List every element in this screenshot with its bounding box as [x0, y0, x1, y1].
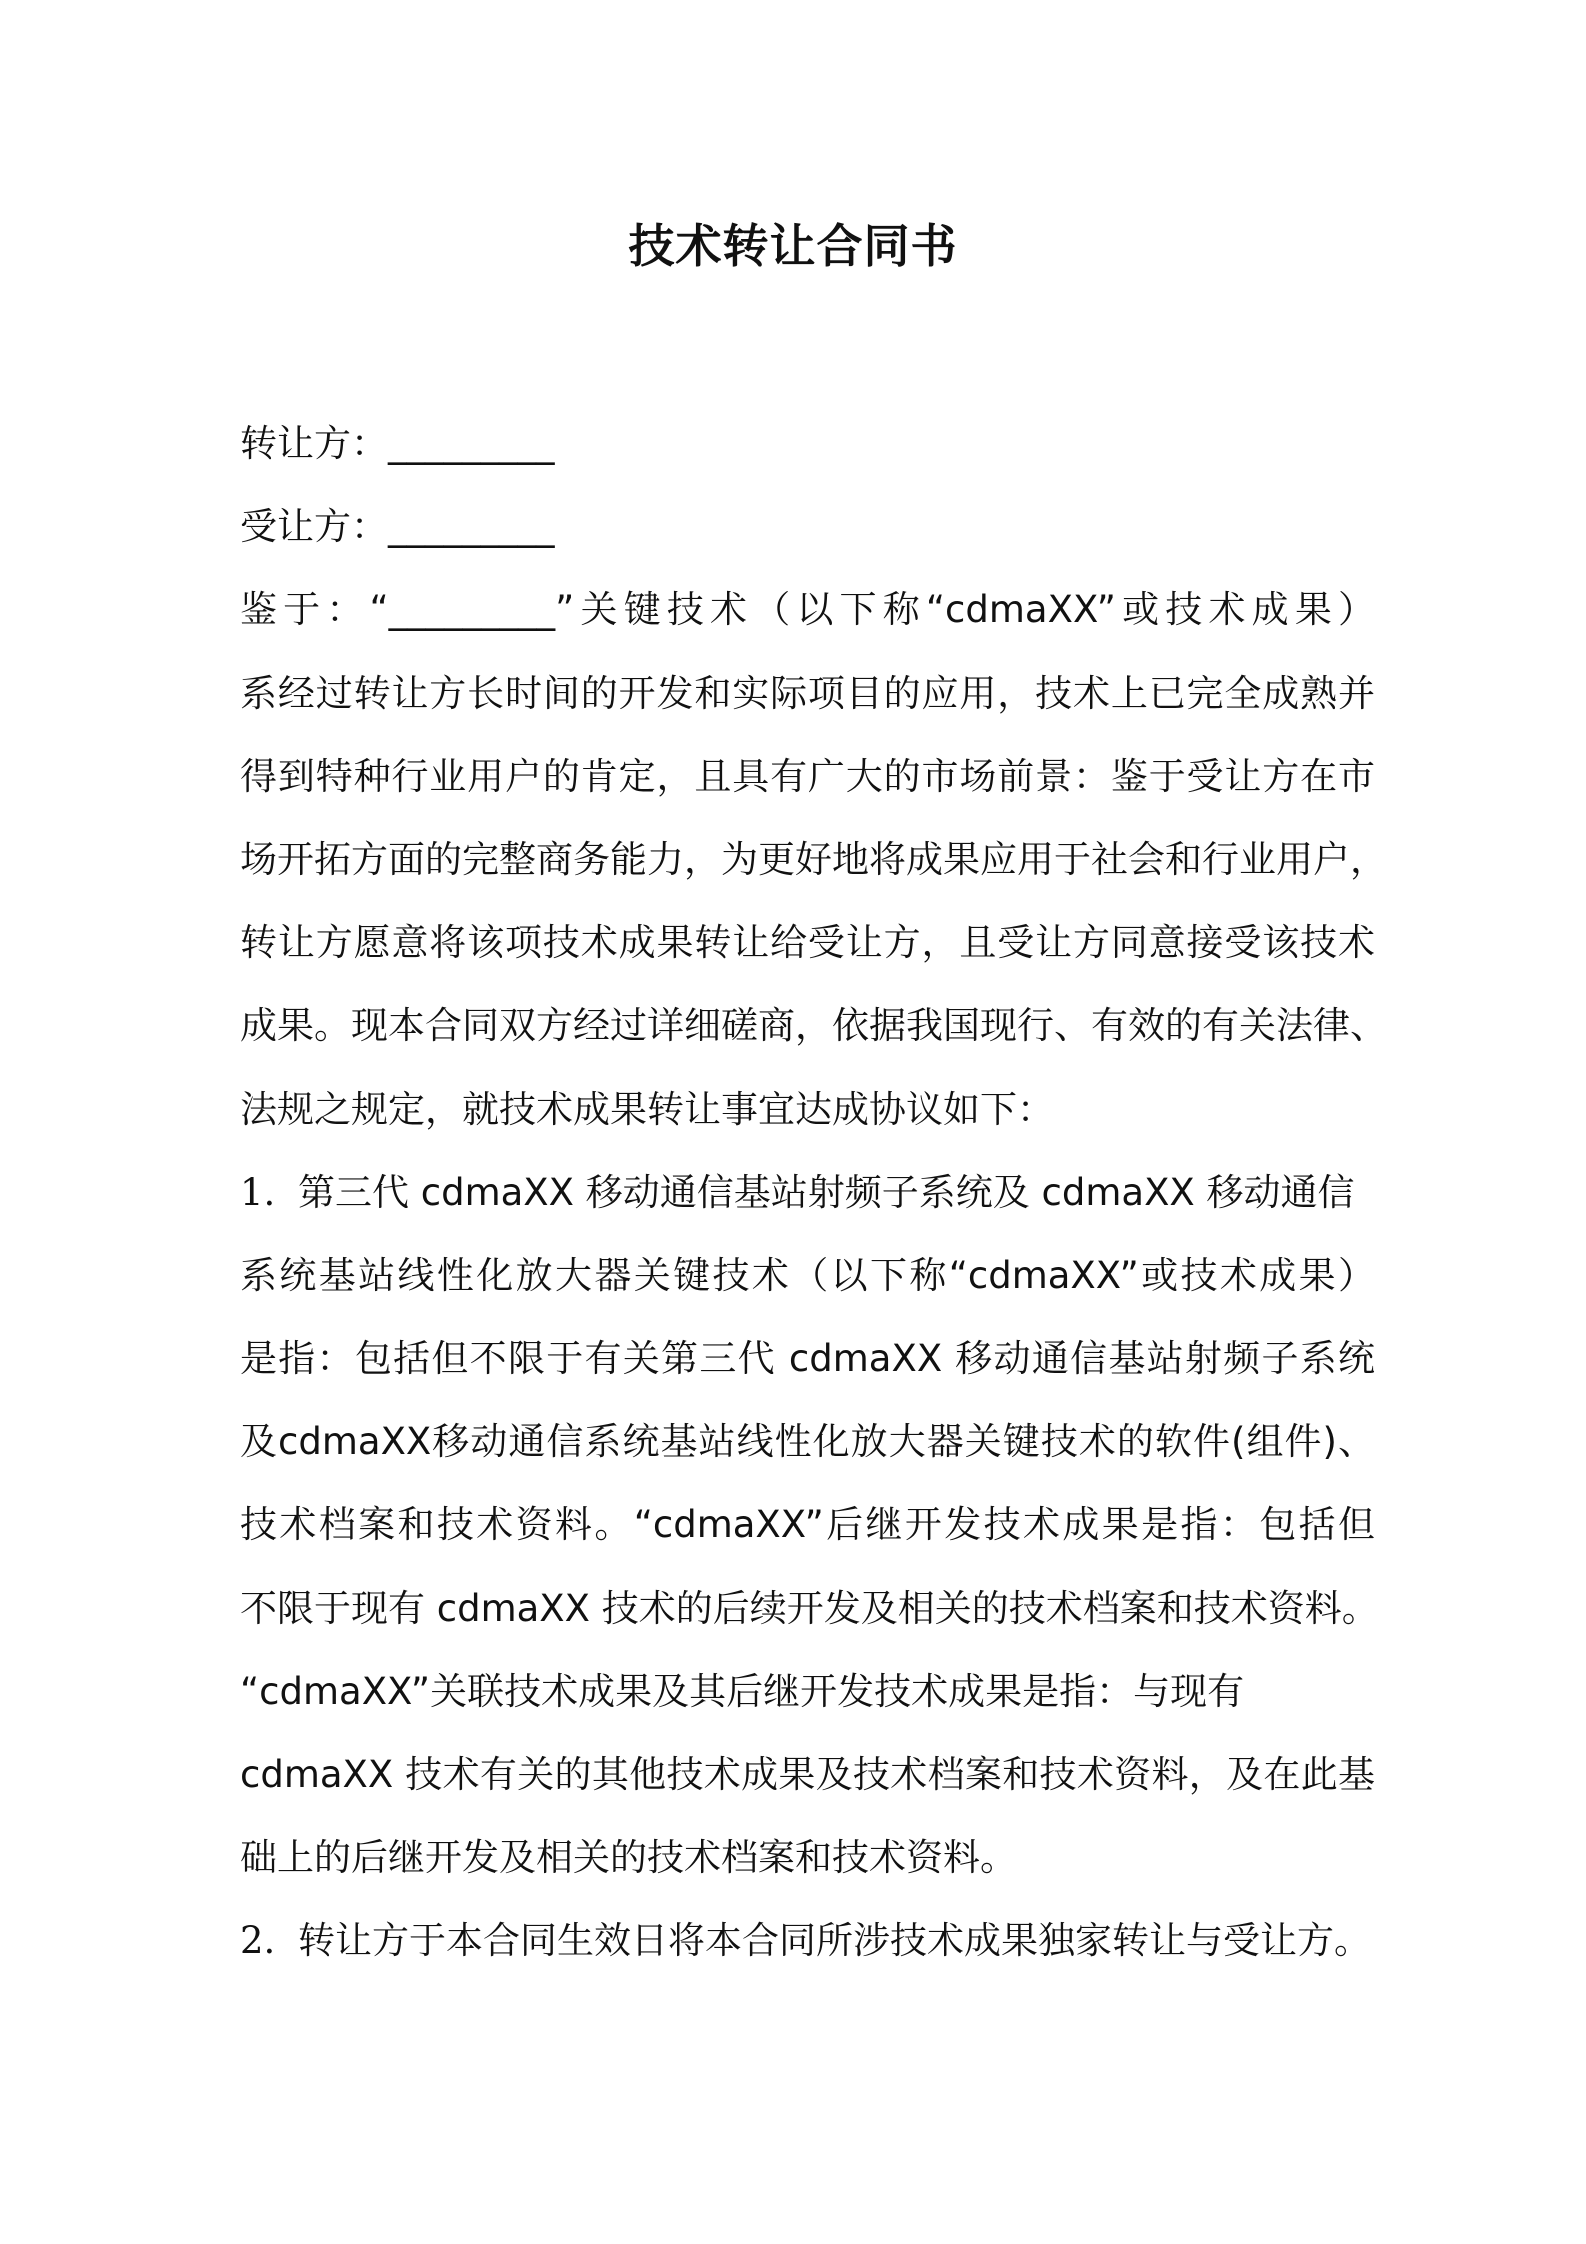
clause-1-line: 及cdmaXX移动通信系统基站线性化放大器关键技术的软件(组件)、: [240, 1420, 1375, 1464]
transferee-line: 受让方：_________: [240, 505, 555, 549]
clause-1-line: 不限于现有 cdmaXX 技术的后续开发及相关的技术档案和技术资料。: [240, 1586, 1379, 1630]
clause-1-line: cdmaXX 技术有关的其他技术成果及技术档案和技术资料，及在此基: [240, 1753, 1375, 1796]
preamble-line: 法规之规定，就技术成果转让事宜达成协议如下：: [240, 1087, 1054, 1131]
transferor-line: 转让方：_________: [240, 422, 555, 465]
clause-1-line: 础上的后继开发及相关的技术档案和技术资料。: [240, 1836, 1017, 1880]
clause-2-first-line: [240, 1899, 1375, 1982]
document-body: [240, 402, 1387, 1983]
clause-1-line: “cdmaXX”关联技术成果及其后继开发技术成果是指：与现有: [240, 1669, 1245, 1713]
preamble-line: 转让方愿意将该项技术成果转让给受让方，且受让方同意接受该技术: [240, 921, 1375, 965]
clause-1-line: 系统基站线性化放大器关键技术（以下称“cdmaXX”或技术成果）: [240, 1253, 1375, 1297]
preamble-line: 系经过转让方长时间的开发和实际项目的应用，技术上已完全成熟并: [240, 671, 1375, 715]
clause-1-first-text: 第三代 cdmaXX 移动通信基站射频子系统及 cdmaXX 移动通信: [298, 1170, 1355, 1214]
clause-2-first-text: 转让方于本合同生效日将本合同所涉技术成果独家转让与受让方。: [298, 1919, 1371, 1963]
document-title: 技术转让合同书: [628, 219, 958, 273]
preamble-line: 成果。现本合同双方经过详细磋商，依据我国现行、有效的有关法律、: [240, 1004, 1387, 1048]
preamble-line: 得到特种行业用户的肯定，且具有广大的市场前景：鉴于受让方在市: [240, 754, 1375, 798]
preamble-line: 场开拓方面的完整商务能力，为更好地将成果应用于社会和行业用户，: [240, 837, 1387, 881]
clause-1-number: 1.: [240, 1170, 276, 1214]
clause-2-number: 2.: [240, 1919, 276, 1963]
clause-1-first-line: [240, 1151, 1375, 1234]
clause-1-line: 技术档案和技术资料。“cdmaXX”后继开发技术成果是指：包括但: [240, 1503, 1375, 1547]
preamble-line: 鉴于：“_________”关键技术（以下称“cdmaXX”或技术成果）: [240, 588, 1375, 632]
clause-1-line: 是指：包括但不限于有关第三代 cdmaXX 移动通信基站射频子系统: [240, 1337, 1375, 1381]
